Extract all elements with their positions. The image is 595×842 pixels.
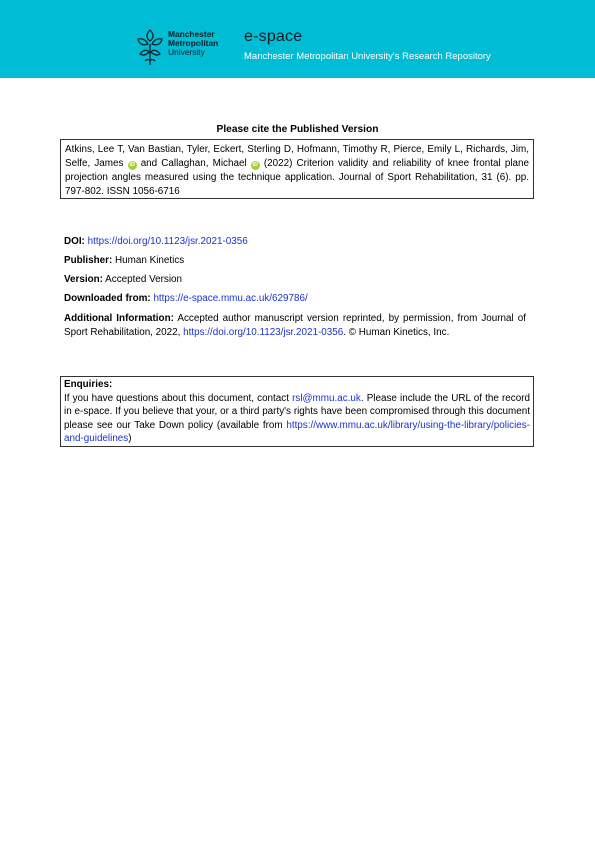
- doi-label: DOI:: [64, 236, 85, 247]
- additional-doi-link[interactable]: https://doi.org/10.1123/jsr.2021-0356: [183, 327, 344, 338]
- enquiries-heading: Enquiries:: [64, 379, 113, 390]
- publisher-value: Human Kinetics: [115, 255, 185, 266]
- repository-subtitle: Manchester Metropolitan University's Research Repository: [244, 51, 491, 62]
- publisher-row: [64, 254, 184, 268]
- citation-authors: Atkins, Lee T, Van Bastian, Tyler, Eckert, Sterling D, Hofmann, Timothy R, Pierce, Emily L, Richards, Jim, Selfe, James: [65, 144, 529, 169]
- citation-details: (2022) Criterion validity and reliability of knee frontal plane projection angles measured using the technique application. Journal of Sport Rehabilitation, 31 (6). pp. 797-802. ISSN 1056-6716: [65, 158, 529, 197]
- orcid-icon[interactable]: iD: [252, 162, 259, 168]
- citation-box: [60, 139, 534, 199]
- version-row: [64, 273, 182, 287]
- enquiries-box: [60, 376, 534, 447]
- university-logo-icon: [134, 28, 166, 66]
- version-value: Accepted Version: [105, 274, 183, 285]
- orcid-icon[interactable]: iD: [129, 162, 135, 168]
- additional-text: Accepted author manuscript version reprinted, by permission, from Journal of Sport Rehabilitation, 2022,: [64, 313, 526, 338]
- downloaded-label: Downloaded from:: [64, 293, 151, 304]
- enquiries-text-end: ): [128, 433, 132, 445]
- additional-label: Additional Information:: [64, 313, 174, 324]
- additional-information: [64, 312, 526, 340]
- downloaded-link[interactable]: https://e-space.mmu.ac.uk/629786/: [153, 293, 308, 304]
- header-banner: [0, 0, 595, 78]
- additional-copyright: . © Human Kinetics, Inc.: [343, 327, 450, 338]
- university-name-line3: University: [168, 47, 205, 57]
- university-name-line1: Manchester: [168, 29, 215, 39]
- university-name: [168, 30, 218, 57]
- policy-link[interactable]: https://www.mmu.ac.uk/library/using-the-library/policies-and-guidelines: [64, 419, 530, 445]
- citation-authors-cont: and Callaghan, Michael: [136, 158, 251, 169]
- contact-email-link[interactable]: rsl@mmu.ac.uk: [292, 392, 361, 404]
- version-label: Version:: [64, 274, 103, 285]
- university-name-line2: Metropolitan: [168, 38, 219, 48]
- downloaded-row: [64, 292, 308, 306]
- publisher-label: Publisher:: [64, 255, 113, 266]
- doi-row: [64, 235, 248, 249]
- repository-title: e-space: [244, 28, 303, 45]
- enquiries-text: If you have questions about this document, contact: [64, 392, 293, 404]
- citation-heading: Please cite the Published Version: [216, 124, 379, 135]
- doi-link[interactable]: https://doi.org/10.1123/jsr.2021-0356: [87, 236, 248, 247]
- enquiries-text-cont: . Please include the URL of the record in e-space. If you believe that your, or a third party's rights have been compromised through this document please see our Take Down policy (available from: [64, 392, 530, 431]
